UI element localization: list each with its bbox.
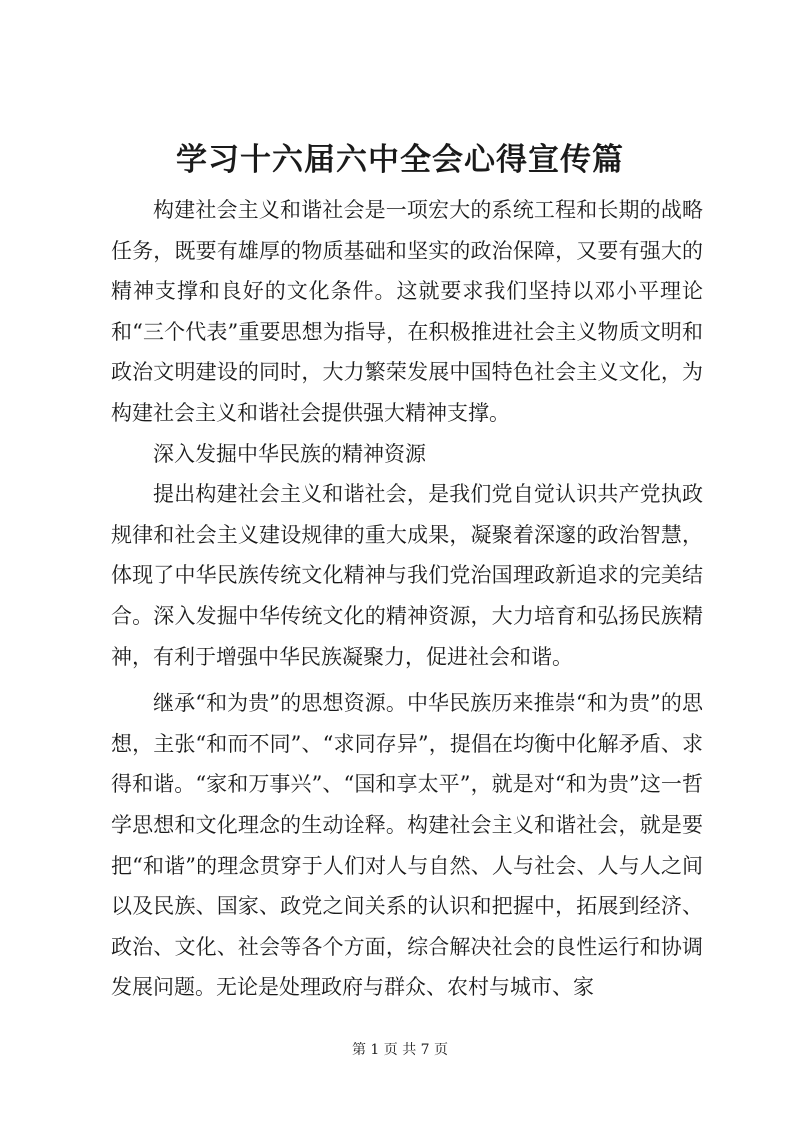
section-heading: 深入发掘中华民族的精神资源 [153, 441, 426, 466]
paragraph-harmony: 继承“和为贵”的思想资源。中华民族历来推崇“和为贵”的思想，主张“和而不同”、“求同存异”，提倡在均衡中化解矛盾、求得和谐。“家和万事兴”、“国和享太平”，就是对“和为贵”这一哲学思想和文化理念的生动诠释。构建社会主义和谐社会，就是要把“和谐”的理念贯穿于人们对人与自然、人与社会、人与人之间以及民族、国家、政党之间关系的认识和把握中，拓展到经济、政治、文化、社会等各个方面，综合解决社会的良性运行和协调发展问题。无论是处理政府与群众、农村与城市、家 [111, 691, 703, 1000]
paragraph-intro: 构建社会主义和谐社会是一项宏大的系统工程和长期的战略任务，既要有雄厚的物质基础和坚实的政治保障，又要有强大的精神支撑和良好的文化条件。这就要求我们坚持以邓小平理论和“三个代表”重要思想为指导，在积极推进社会主义物质文明和政治文明建设的同时，大力繁荣发展中国特色社会主义文化，为构建社会主义和谐社会提供强大精神支撑。 [111, 198, 703, 425]
page-number-footer: 第 1 页 共 7 页 [351, 1042, 449, 1058]
document-title: 学习十六届六中全会心得宣传篇 [176, 142, 624, 178]
paragraph-proposal: 提出构建社会主义和谐社会，是我们党自觉认识共产党执政规律和社会主义建设规律的重大成果，凝聚着深邃的政治智慧，体现了中华民族传统文化精神与我们党治国理政新追求的完美结合。深入发掘中华传统文化的精神资源，大力培育和弘扬民族精神，有利于增强中华民族凝聚力，促进社会和谐。 [111, 482, 703, 669]
document-body [111, 190, 703, 1008]
